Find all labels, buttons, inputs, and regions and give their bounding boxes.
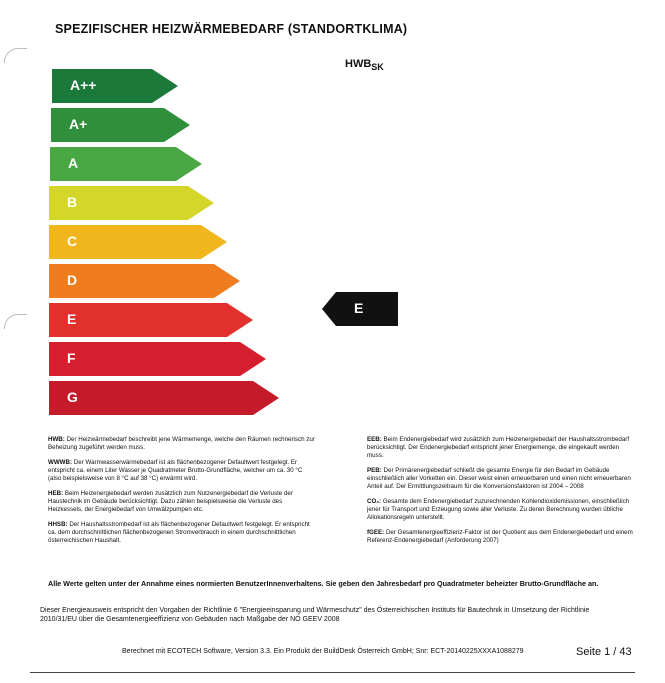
scale-bar-label: B: [67, 194, 78, 210]
page-number: Seite 1 / 43: [576, 646, 632, 658]
note-item: [48, 459, 316, 483]
note-text: Beim Endenergiebedarf wird zusätzlich zum Heizenergiebedarf der Haushaltsstrombedarf berücksichtigt. Der Endenergiebedarf entspricht jener Energiemenge, die eingekauft werden muss.: [367, 436, 630, 459]
note-item: [367, 436, 637, 460]
note-term: WWWB:: [48, 459, 73, 466]
note-text: Beim Heizenergiebedarf werden zusätzlich zum Nutzenergiebedarf die Verluste der Haustechnik im Gebäude berücksichtigt. Dazu zählen beispielsweise die Verluste des Heizkessels, der Energiebedarf von Umwälzpumpen etc.: [48, 490, 293, 513]
scale-bar-label: E: [67, 311, 77, 327]
scale-bar-a: [50, 147, 202, 181]
scale-bar-label: A+: [69, 116, 88, 132]
note-term: HWB:: [48, 436, 65, 443]
note-text: Der Heizwärmebedarf beschreibt jene Wärmemenge, welche den Räumen rechnerisch zur Beheizung zugeführt werden muss.: [48, 436, 315, 451]
notes-left: [48, 436, 316, 552]
note-term: CO₂:: [367, 498, 382, 505]
note-item: [48, 490, 316, 514]
scale-bar-d: [49, 264, 240, 298]
software-note: Berechnet mit ECOTECH Software, Version 3.3. Ein Produkt der BuildDesk Österreich GmbH; Snr: ECT-20140225XXXA1088279: [122, 648, 524, 655]
note-term: EEB:: [367, 436, 382, 443]
scale-bar-g: [49, 381, 279, 415]
note-text: Der Primärenergiebedarf schließt die gesamte Energie für den Bedarf im Gebäude einschließlich aller Vorketten ein. Dieser weist einen erneuerbaren und einen nicht erneuerbaren Anteil auf. Der Ermittlungszeitraum für die Konversionsfaktoren ist 2004 – 2008: [367, 467, 631, 490]
note-term: fGEE:: [367, 529, 385, 536]
scale-bar-label: G: [67, 389, 78, 405]
note-term: PEB:: [367, 467, 382, 474]
scale-bar-label: F: [67, 350, 76, 366]
scale-bar-b: [49, 186, 214, 220]
bottom-rule: [30, 672, 635, 673]
rating-marker: [322, 292, 398, 326]
scale-bar-label: A: [68, 155, 79, 171]
hwb-base: HWB: [345, 58, 372, 70]
note-text: Gesamte dem Endenergiebedarf zuzurechnenden Kohlendioxidemissionen, einschließlich jener für Transport und Erzeugung sowie aller Verluste. Zu deren Berechnung wurden übliche Allokationsregeln unterstellt.: [367, 498, 630, 521]
footer-note: Dieser Energieausweis entspricht den Vorgaben der Richtlinie 6 "Energieeinsparung und Wärmeschutz" des Österreichischen Instituts für Bautechnik in Umsetzung der Richtlinie 2010/31/EU über die Gesamtenergieeffizienz von Gebäuden nach Maßgabe der NÖ GEEV 2008: [40, 607, 590, 623]
all-values-note: Alle Werte gelten unter der Annahme eines normierten BenutzerInnenverhaltens. Sie geben den Jahresbedarf pro Quadratmeter beheizter Brutto-Grundfläche an.: [48, 579, 599, 588]
note-item: [367, 498, 637, 522]
note-text: Der Haushaltsstrombedarf ist als flächenbezogener Defaultwert festgelegt. Er entspricht ca. dem durchschnittlichen flächenbezogenen Stromverbrauch in einem durchschnittlichen österreichischen Haushalt.: [48, 521, 310, 544]
note-text: Der Gesamtenergieeffizienz-Faktor ist der Quotient aus dem Endenergiebedarf und einem Referenz-Endenergiebedarf (Anforderung 2007): [367, 529, 633, 544]
scale-bar-aplusplus: [52, 69, 178, 103]
rating-label: E: [354, 300, 364, 316]
note-item: [367, 529, 637, 545]
page-title: SPEZIFISCHER HEIZWÄRMEBEDARF (STANDORTKLIMA): [55, 22, 408, 36]
note-item: [48, 436, 316, 452]
note-item: [48, 521, 316, 545]
scale-bar-label: A++: [70, 77, 97, 93]
scale-bar-label: D: [67, 272, 78, 288]
scale-bar-aplus: [51, 108, 190, 142]
note-term: HEB:: [48, 490, 64, 497]
scale-bar-label: C: [67, 233, 78, 249]
hwb-sub: SK: [371, 62, 384, 72]
note-item: [367, 467, 637, 491]
note-term: HHSB:: [48, 521, 68, 528]
note-text: Der Warmwasserwärmebedarf ist als flächenbezogener Defaultwert festgelegt. Er entspricht ca. einem Liter Wasser je Quadratmeter Brutto-Grundfläche, welcher um ca. 30 °C (also beispielsweise von 8 °C auf 38 °C) erwärmt wird.: [48, 459, 303, 482]
scale-bar-e: [49, 303, 253, 337]
scale-bar-f: [49, 342, 266, 376]
scale-bar-c: [49, 225, 227, 259]
notes-right: [367, 436, 637, 552]
